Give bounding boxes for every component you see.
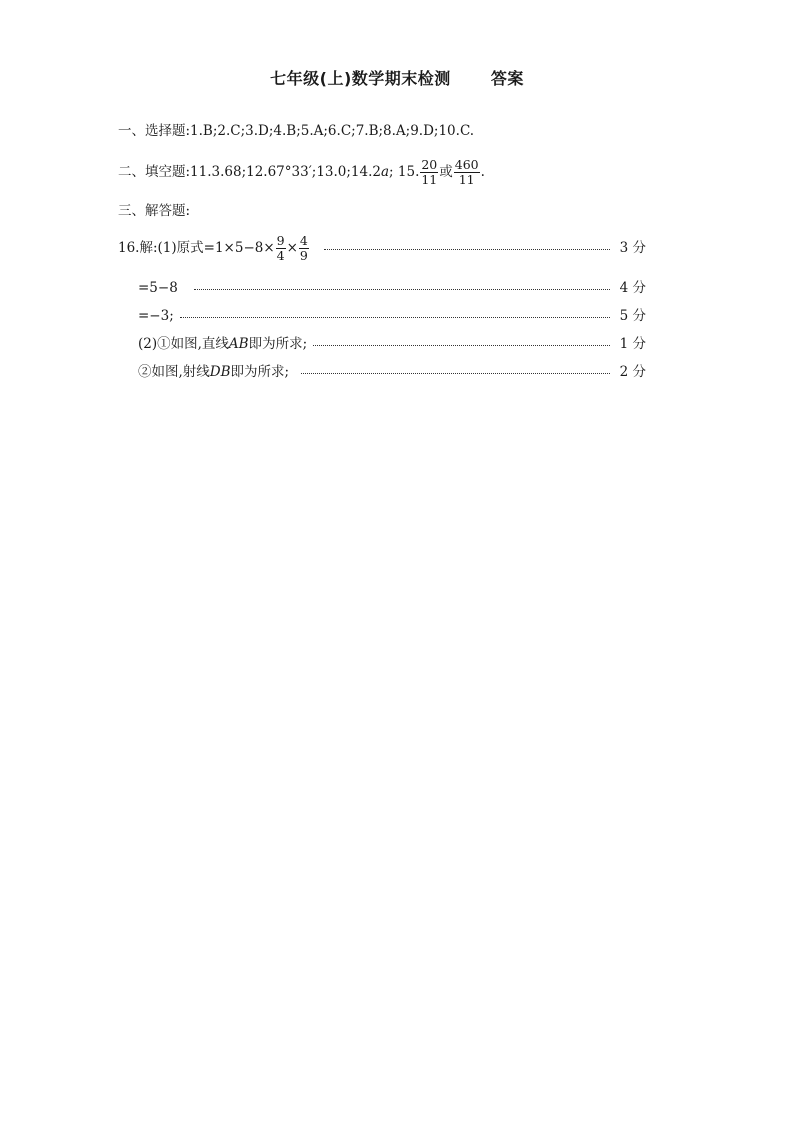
score-label: 2 分 (619, 364, 646, 380)
leader-dots (324, 249, 610, 250)
fraction-numerator: 20 (421, 157, 438, 172)
leader-dots (180, 317, 610, 318)
score-label: 1 分 (619, 336, 646, 352)
q16-part2b-var: DB (209, 364, 231, 380)
fraction-denominator: 11 (458, 172, 475, 188)
q16-step-2: =5−8 (138, 280, 178, 296)
leader-dots (301, 373, 610, 374)
q16-part2b-pre: ②如图,射线 (138, 364, 210, 380)
fraction-denominator: 4 (276, 248, 285, 264)
section-multiple-choice (118, 125, 474, 139)
fraction-460-over-11 (454, 158, 480, 188)
fraction-9-over-4 (276, 234, 286, 264)
score-label: 5 分 (619, 308, 646, 324)
title-suffix: 答案 (490, 69, 524, 88)
q16-expression-prefix: 16.解:(1)原式=1×5−8× (118, 240, 275, 257)
page-title (0, 66, 794, 89)
fraction-4-over-9 (299, 234, 309, 264)
score-label: 4 分 (619, 280, 646, 296)
q16-part2-post: 即为所求; (248, 336, 308, 352)
q16-line-5 (138, 366, 646, 380)
fraction-denominator: 9 (299, 248, 308, 264)
section-solutions (118, 205, 190, 219)
fraction-20-over-11 (420, 158, 438, 188)
q16-line-3 (138, 310, 646, 324)
q16-line-1 (118, 234, 646, 264)
fill-in-answers: 二、填空题:11.3.68;12.67°33′;13.0;14.2 (118, 164, 381, 181)
fraction-denominator: 11 (421, 172, 438, 188)
section-fill-in (118, 158, 485, 188)
fill-in-or: 或 (439, 164, 453, 181)
q16-step-3: =−3; (138, 308, 174, 324)
multiple-choice-answers: 一、选择题:1.B;2.C;3.D;4.B;5.A;6.C;7.B;8.A;9.D;10.C. (118, 123, 475, 139)
q16-part2-pre: (2)①如图,直线 (138, 336, 229, 352)
q16-line-2 (138, 282, 646, 296)
title-main: 七年级(上)数学期末检测 (270, 69, 451, 88)
leader-dots (313, 345, 610, 346)
q16-part2b-post: 即为所求; (230, 364, 290, 380)
fraction-numerator: 9 (276, 233, 285, 248)
fraction-numerator: 4 (299, 233, 308, 248)
fill-in-end: . (480, 164, 485, 181)
fill-in-separator: ; 15. (389, 164, 420, 181)
fraction-numerator: 460 (454, 157, 479, 172)
q16-line-4 (138, 338, 646, 352)
q16-times: × (286, 240, 298, 257)
fill-in-variable: a (380, 164, 390, 181)
q16-part2-var: AB (228, 336, 249, 352)
solutions-heading: 三、解答题: (118, 203, 191, 219)
score-label: 3 分 (619, 240, 646, 257)
leader-dots (194, 289, 610, 290)
